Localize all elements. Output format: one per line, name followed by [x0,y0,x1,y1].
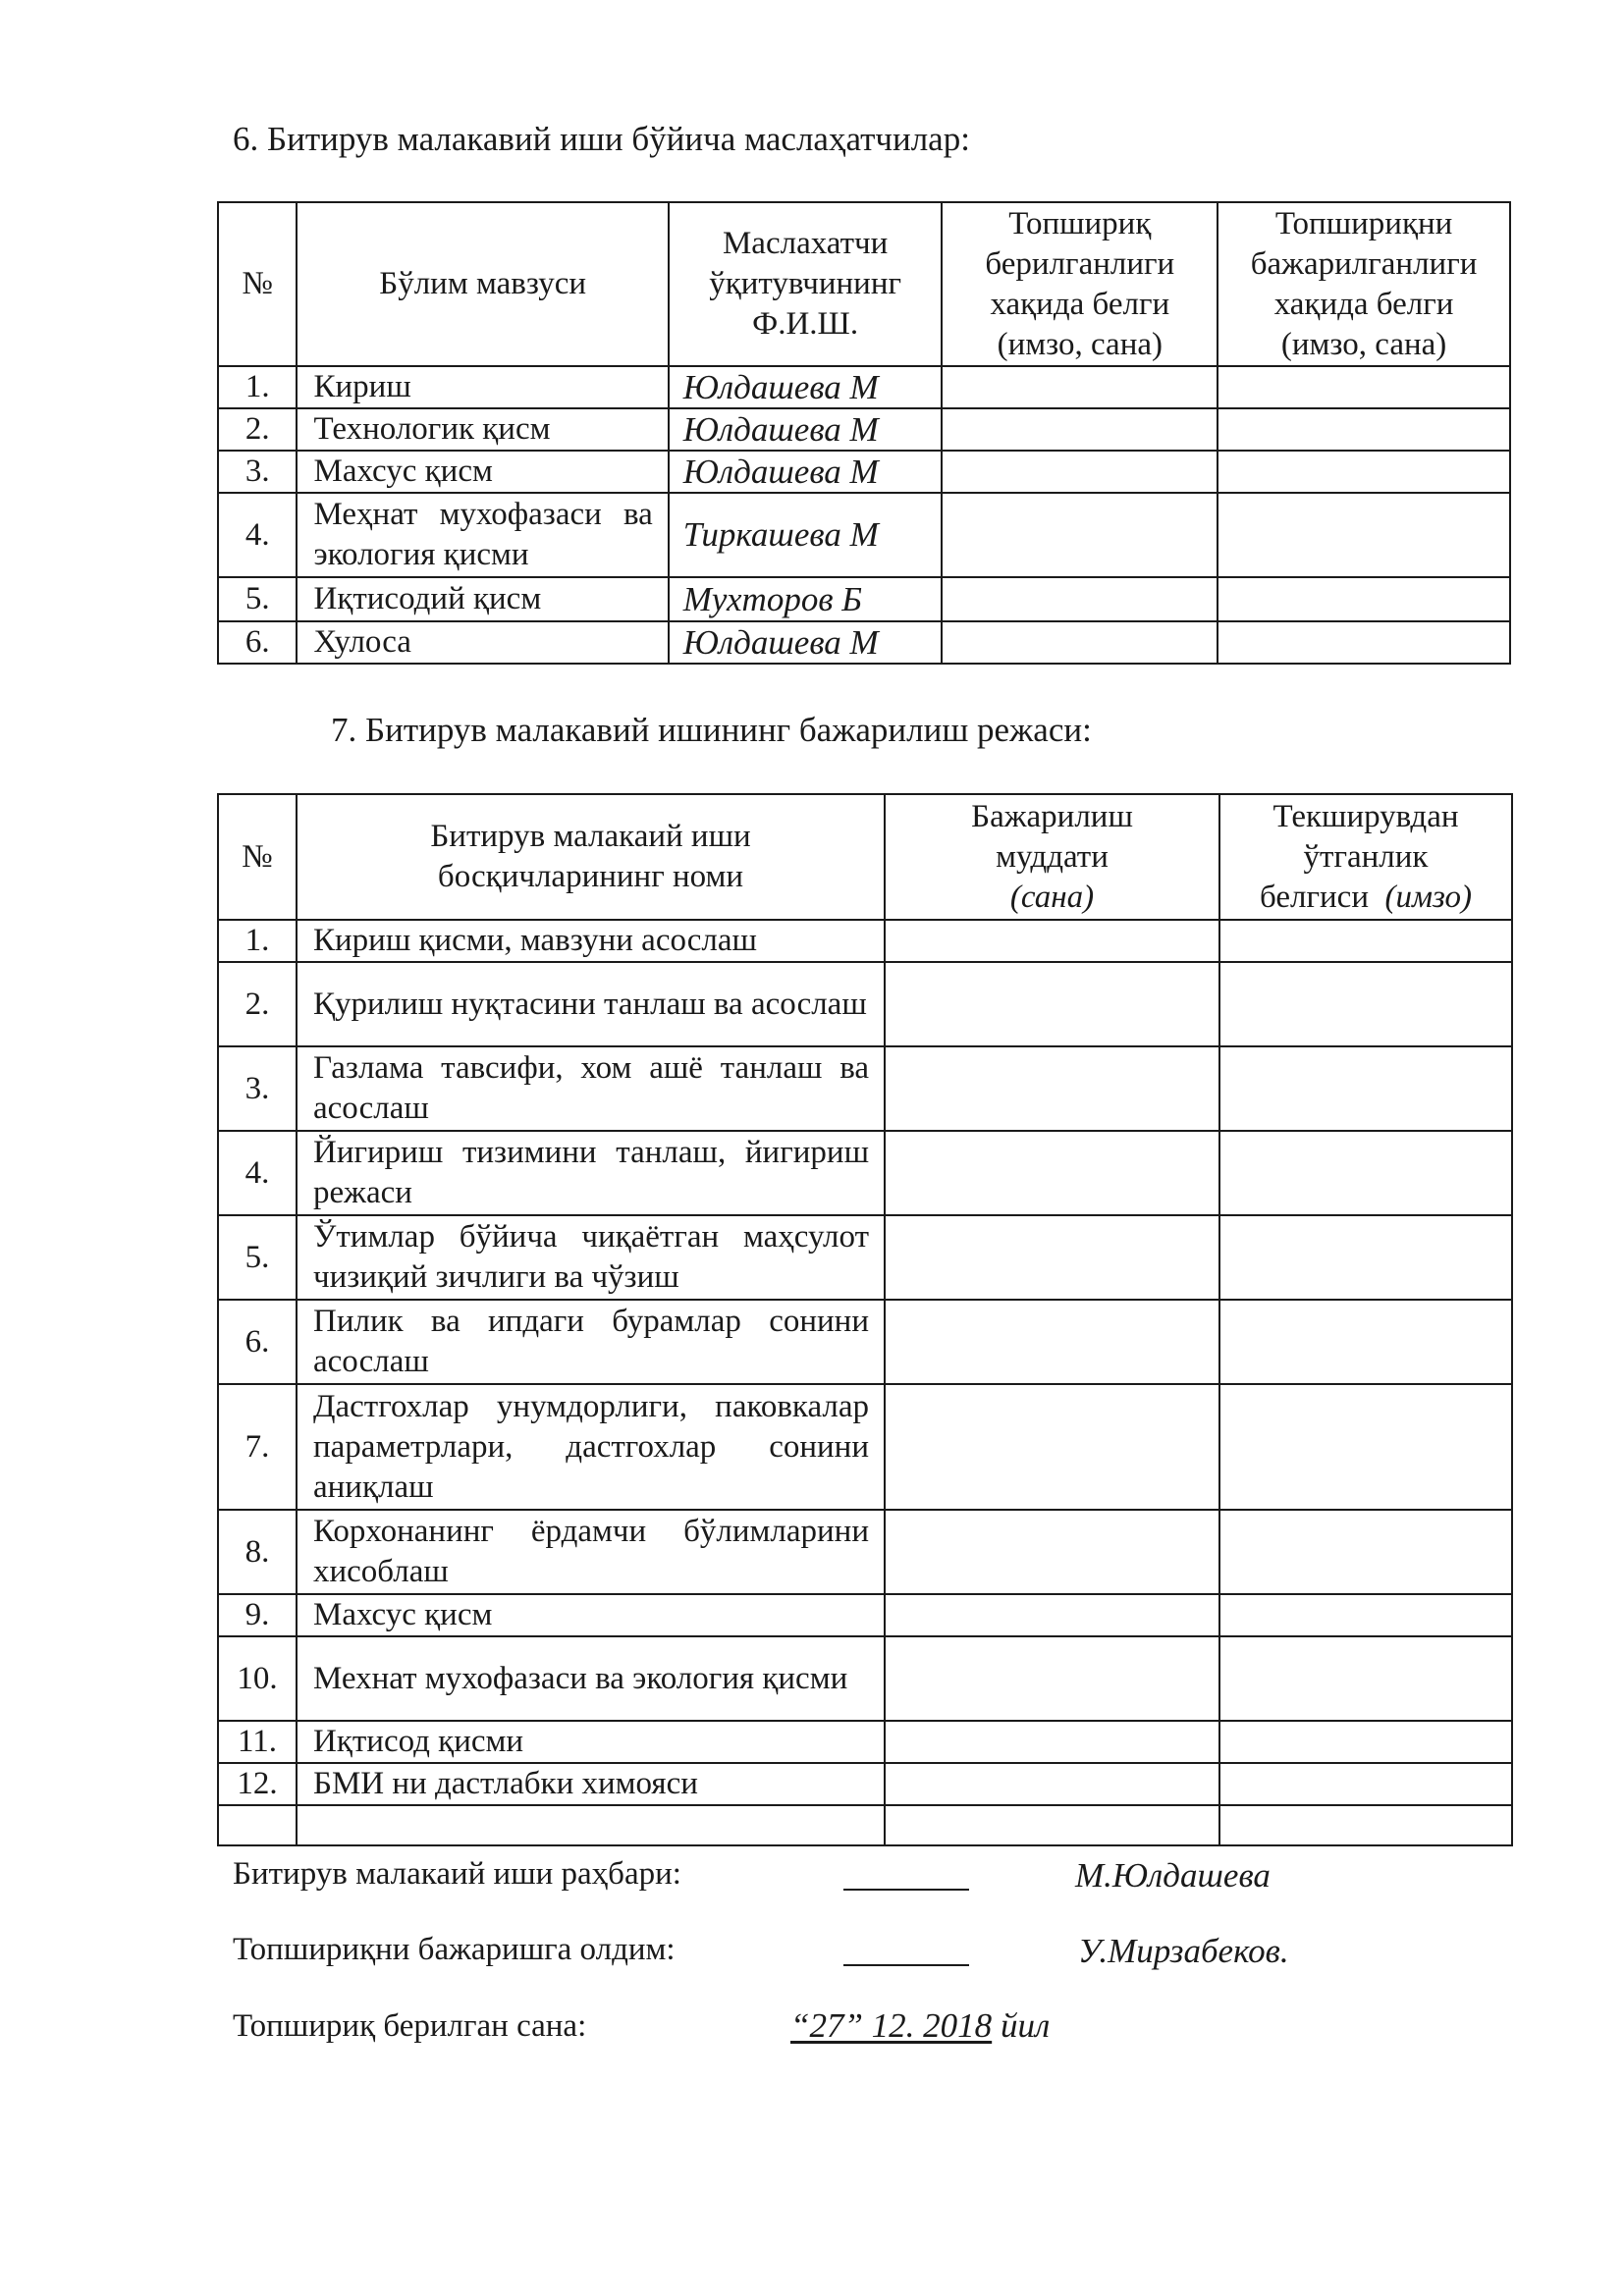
signature-cell [1218,451,1510,493]
header-check [1219,794,1512,920]
row-stage: Пилик ва ипдаги бурамлар сонини асослаш [297,1300,885,1384]
supervisor-signature-line [843,1889,969,1891]
table-row [218,1215,1512,1300]
row-number: 11. [218,1721,297,1763]
deadline-cell [885,1215,1219,1300]
table-row [218,366,1510,408]
empty-row [218,1805,1512,1845]
deadline-cell [885,1636,1219,1721]
row-number: 1. [218,366,297,408]
header-line: Топшириқни [1274,205,1453,241]
table-row [218,1046,1512,1131]
header-line: (имзо, сана) [997,326,1163,362]
row-advisor: Юлдашева М [669,451,943,493]
row-topic: Хулоса [297,621,668,664]
row-topic: Технологик қисм [297,408,668,451]
plan-header-row [218,794,1512,920]
supervisor-name: М.Юлдашева [1075,1856,1271,1895]
header-done [1218,202,1510,366]
deadline-cell [885,1131,1219,1215]
row-stage: Корхонанинг ёрдамчи бўлимларини хисоблаш [297,1510,885,1594]
row-number: 5. [218,577,297,621]
deadline-cell [885,1510,1219,1594]
check-cell [1219,920,1512,962]
check-cell [1219,1215,1512,1300]
row-topic: Иқтисодий қисм [297,577,668,621]
header-deadline [885,794,1219,920]
signature-cell [942,621,1218,664]
table-row [218,408,1510,451]
row-number: 2. [218,408,297,451]
header-line: бажарилганлиги [1250,245,1478,282]
header-note: (имзо) [1384,879,1472,915]
check-cell [1219,1384,1512,1510]
row-number: 3. [218,451,297,493]
row-number: 12. [218,1763,297,1805]
empty-cell [218,1805,297,1845]
signature-cell [942,577,1218,621]
signature-cell [1218,493,1510,577]
row-advisor: Юлдашева М [669,621,943,664]
table-row [218,1510,1512,1594]
row-stage: БМИ ни дастлабки химояси [297,1763,885,1805]
signature-cell [942,408,1218,451]
table-row [218,1594,1512,1636]
row-stage: Иқтисод қисми [297,1721,885,1763]
date-value: “27” 12. 2018 [790,2006,993,2045]
table-row [218,1384,1512,1510]
table-row [218,493,1510,577]
row-number: 8. [218,1510,297,1594]
row-number: 9. [218,1594,297,1636]
table-row [218,920,1512,962]
row-stage: Мехнат мухофазаси ва экология қисми [297,1636,885,1721]
check-cell [1219,1594,1512,1636]
row-advisor: Мухторов Б [669,577,943,621]
table-row [218,1721,1512,1763]
header-advisor [669,202,943,366]
header-given [942,202,1218,366]
signature-cell [942,366,1218,408]
check-cell [1219,962,1512,1046]
row-number: 1. [218,920,297,962]
table-row [218,451,1510,493]
check-cell [1219,1510,1512,1594]
supervisor-label: Битирув малакаий иши раҳбари: [233,1856,681,1892]
header-line: босқичларининг номи [437,859,744,894]
signature-cell [1218,577,1510,621]
signature-cell [942,451,1218,493]
deadline-cell [885,1300,1219,1384]
deadline-cell [885,1721,1219,1763]
table-row [218,1636,1512,1721]
table-row [218,962,1512,1046]
check-cell [1219,1636,1512,1721]
header-num: № [218,202,297,366]
row-number: 3. [218,1046,297,1131]
header-stage [297,794,885,920]
row-stage: Махсус қисм [297,1594,885,1636]
table-row [218,1763,1512,1805]
signature-cell [1218,366,1510,408]
deadline-cell [885,1384,1219,1510]
signature-cell [942,493,1218,577]
row-advisor: Тиркашева М [669,493,943,577]
row-topic: Меҳнат мухофазаси ва экология қисми [297,493,668,577]
row-stage: Ўтимлар бўйича чиқаётган маҳсулот чизиқий зичлиги ва чўзиш [297,1215,885,1300]
row-stage: Газлама тавсифи, хом ашё танлаш ва асослаш [297,1046,885,1131]
header-line: Топшириқ [1008,205,1152,241]
row-advisor: Юлдашева М [669,366,943,408]
work-plan-table [217,793,1513,1846]
row-number: 6. [218,621,297,664]
header-line: Битирув малакаий иши [430,819,751,854]
header-topic: Бўлим мавзуси [297,202,668,366]
empty-cell [885,1805,1219,1845]
table-row [218,577,1510,621]
row-number: 7. [218,1384,297,1510]
row-number: 10. [218,1636,297,1721]
empty-cell [1219,1805,1512,1845]
row-advisor: Юлдашева М [669,408,943,451]
row-stage: Йигириш тизимини танлаш, йигириш режаси [297,1131,885,1215]
header-note: (сана) [1009,879,1095,915]
accepted-label: Топшириқни бажаришга олдим: [233,1932,676,1967]
table-row [218,1131,1512,1215]
row-topic: Махсус қисм [297,451,668,493]
signature-cell [1218,408,1510,451]
row-topic: Кириш [297,366,668,408]
check-cell [1219,1300,1512,1384]
advisors-table [217,201,1511,665]
section7-heading: 7. Битирув малакавий ишининг бажарилиш режаси: [331,711,1092,749]
student-name: У.Мирзабеков. [1078,1932,1289,1970]
header-line: муддати [996,838,1109,875]
deadline-cell [885,962,1219,1046]
header-line: белгиси [1260,879,1369,915]
row-number: 4. [218,493,297,577]
assignment-date [790,2008,1050,2043]
header-line: Маслахатчи [722,226,889,261]
header-num: № [218,794,297,920]
header-line: Текширувдан [1272,798,1459,834]
deadline-cell [885,920,1219,962]
deadline-cell [885,1594,1219,1636]
student-signature-line [843,1964,969,1966]
row-number: 4. [218,1131,297,1215]
date-label: Топшириқ берилган сана: [233,2008,587,2044]
row-stage: Қурилиш нуқтасини танлаш ва асослаш [297,962,885,1046]
header-line: берилганлиги [985,245,1175,282]
check-cell [1219,1046,1512,1131]
row-number: 6. [218,1300,297,1384]
table-row [218,1300,1512,1384]
section6-heading: 6. Битирув малакавий иши бўйича маслаҳатчилар: [233,120,970,158]
deadline-cell [885,1046,1219,1131]
row-number: 2. [218,962,297,1046]
row-stage: Кириш қисми, мавзуни асослаш [297,920,885,962]
header-line: хақида белги [1273,286,1454,322]
advisors-header-row [218,202,1510,366]
signature-cell [1218,621,1510,664]
header-line: Ф.И.Ш. [752,306,859,342]
empty-cell [297,1805,885,1845]
header-line: ўтганлик [1303,838,1429,875]
row-stage: Дастгохлар унумдорлиги, паковкалар параметрлари, дастгохлар сонини аниқлаш [297,1384,885,1510]
header-line: (имзо, сана) [1280,326,1447,362]
date-suffix: йил [1000,2006,1051,2045]
row-number: 5. [218,1215,297,1300]
check-cell [1219,1763,1512,1805]
check-cell [1219,1721,1512,1763]
check-cell [1219,1131,1512,1215]
header-line: Бажарилиш [971,798,1133,834]
header-line: ўқитувчининг [709,266,902,301]
header-line: хақида белги [990,286,1170,322]
table-row [218,621,1510,664]
deadline-cell [885,1763,1219,1805]
